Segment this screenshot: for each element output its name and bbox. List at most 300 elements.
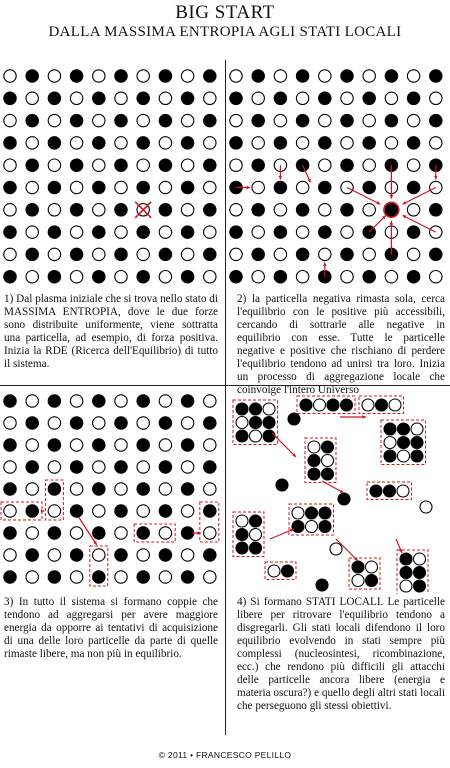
negative-particle bbox=[400, 553, 412, 565]
negative-particle bbox=[181, 483, 193, 495]
positive-particle bbox=[430, 92, 442, 104]
negative-particle bbox=[341, 399, 353, 411]
positive-particle bbox=[330, 543, 342, 555]
positive-particle bbox=[4, 549, 16, 561]
negative-particle bbox=[204, 159, 216, 171]
positive-particle bbox=[181, 417, 193, 429]
negative-particle bbox=[308, 455, 320, 467]
negative-particle bbox=[4, 271, 16, 283]
negative-particle bbox=[411, 437, 423, 449]
positive-particle bbox=[430, 271, 442, 283]
negative-particle bbox=[398, 423, 410, 435]
positive-particle bbox=[93, 549, 105, 561]
negative-particle bbox=[430, 248, 442, 260]
negative-particle bbox=[137, 439, 149, 451]
negative-particle bbox=[48, 271, 60, 283]
negative-particle bbox=[4, 137, 16, 149]
positive-particle bbox=[159, 271, 171, 283]
positive-particle bbox=[115, 137, 127, 149]
positive-particle bbox=[93, 114, 105, 126]
negative-particle bbox=[385, 114, 397, 126]
positive-particle bbox=[385, 137, 397, 149]
positive-particle bbox=[137, 159, 149, 171]
positive-particle bbox=[4, 204, 16, 216]
positive-particle bbox=[26, 271, 38, 283]
negative-particle bbox=[236, 403, 248, 415]
positive-particle bbox=[341, 137, 353, 149]
panel-4-caption: 4) Si formano STATI LOCALI. Le particelle libere per ritrovare l'equilibrio tendono a disgregarli. Gli stati locali difendono il loro equilibrio evolvendo in stati sempre più complessi (nucleosintesi, ricombinazione, ecc.) che rendono più difficili gli attacchi delle particelle ancora libere (energia e materia oscura?) e quello degli altri stati locali che perseguono gli stessi obiettivi. bbox=[237, 596, 445, 712]
negative-particle bbox=[398, 437, 410, 449]
negative-particle bbox=[230, 92, 242, 104]
negative-particle bbox=[282, 565, 294, 577]
positive-particle bbox=[204, 527, 216, 539]
negative-particle bbox=[363, 271, 375, 283]
positive-particle bbox=[70, 483, 82, 495]
negative-particle bbox=[250, 515, 262, 527]
positive-particle bbox=[319, 159, 331, 171]
negative-particle bbox=[181, 271, 193, 283]
positive-particle bbox=[230, 114, 242, 126]
negative-particle bbox=[4, 527, 16, 539]
negative-particle bbox=[204, 70, 216, 82]
negative-particle bbox=[115, 505, 127, 517]
positive-particle bbox=[252, 137, 264, 149]
positive-particle bbox=[204, 92, 216, 104]
positive-particle bbox=[306, 521, 318, 533]
positive-particle bbox=[137, 461, 149, 473]
positive-particle bbox=[137, 70, 149, 82]
negative-particle bbox=[319, 521, 331, 533]
negative-particle bbox=[70, 70, 82, 82]
positive-particle bbox=[385, 271, 397, 283]
negative-particle bbox=[319, 92, 331, 104]
negative-particle bbox=[70, 549, 82, 561]
positive-particle bbox=[407, 204, 419, 216]
negative-particle bbox=[319, 137, 331, 149]
negative-particle bbox=[48, 395, 60, 407]
negative-particle bbox=[159, 70, 171, 82]
positive-particle bbox=[398, 450, 410, 462]
positive-particle bbox=[159, 92, 171, 104]
positive-particle bbox=[4, 461, 16, 473]
positive-particle bbox=[159, 226, 171, 238]
positive-particle bbox=[70, 181, 82, 193]
positive-particle bbox=[70, 439, 82, 451]
negative-particle bbox=[316, 579, 328, 591]
negative-particle bbox=[115, 114, 127, 126]
panel-2-caption: 2) la particella negativa rimasta sola, cerca l'equilibrio con le positive più accessibili, cercando di sottrarle alle negative in equilibrio con esse. Tutte le particelle negative e positive che rischiano di perdere l'equilibrio tendono ad unirsi tra loro. Inizia un processo di aggregazione locale che coinvolge l'intero Universo bbox=[237, 293, 445, 396]
arrow-head bbox=[362, 415, 366, 418]
negative-particle bbox=[137, 181, 149, 193]
negative-particle bbox=[274, 226, 286, 238]
positive-particle bbox=[252, 181, 264, 193]
positive-particle bbox=[314, 399, 326, 411]
positive-particle bbox=[48, 204, 60, 216]
positive-particle bbox=[115, 483, 127, 495]
negative-particle bbox=[159, 248, 171, 260]
negative-particle bbox=[26, 248, 38, 260]
negative-particle bbox=[70, 248, 82, 260]
positive-particle bbox=[70, 571, 82, 583]
positive-particle bbox=[48, 159, 60, 171]
negative-particle bbox=[274, 181, 286, 193]
arrow-head bbox=[41, 509, 45, 512]
positive-particle bbox=[204, 395, 216, 407]
negative-particle bbox=[93, 395, 105, 407]
negative-particle bbox=[181, 395, 193, 407]
positive-particle bbox=[407, 248, 419, 260]
particle-grid-3 bbox=[0, 389, 225, 594]
negative-particle bbox=[319, 181, 331, 193]
negative-particle bbox=[181, 226, 193, 238]
negative-particle bbox=[115, 159, 127, 171]
negative-particle bbox=[252, 248, 264, 260]
negative-particle bbox=[70, 114, 82, 126]
negative-particle bbox=[26, 461, 38, 473]
panel-3-grid bbox=[0, 389, 225, 594]
positive-particle bbox=[292, 507, 304, 519]
positive-particle bbox=[274, 204, 286, 216]
negative-particle bbox=[363, 137, 375, 149]
positive-particle bbox=[26, 439, 38, 451]
negative-particle bbox=[236, 529, 248, 541]
positive-particle bbox=[115, 181, 127, 193]
positive-particle bbox=[26, 571, 38, 583]
negative-particle bbox=[407, 137, 419, 149]
negative-particle bbox=[48, 439, 60, 451]
negative-particle bbox=[26, 505, 38, 517]
positive-particle bbox=[407, 70, 419, 82]
negative-particle bbox=[93, 527, 105, 539]
negative-particle bbox=[407, 92, 419, 104]
negative-particle bbox=[322, 441, 334, 453]
negative-particle bbox=[93, 439, 105, 451]
positive-particle bbox=[204, 439, 216, 451]
positive-particle bbox=[389, 399, 401, 411]
positive-particle bbox=[252, 226, 264, 238]
negative-particle bbox=[204, 505, 216, 517]
positive-particle bbox=[400, 580, 412, 592]
negative-particle bbox=[370, 485, 382, 497]
positive-particle bbox=[26, 226, 38, 238]
positive-particle bbox=[115, 395, 127, 407]
negative-particle bbox=[93, 226, 105, 238]
positive-particle bbox=[70, 92, 82, 104]
negative-particle bbox=[414, 580, 426, 592]
positive-particle bbox=[319, 114, 331, 126]
negative-particle bbox=[327, 399, 339, 411]
arrow-head bbox=[279, 176, 282, 180]
negative-particle bbox=[4, 395, 16, 407]
positive-particle bbox=[252, 271, 264, 283]
negative-particle bbox=[252, 204, 264, 216]
negative-particle bbox=[236, 430, 248, 442]
positive-particle bbox=[137, 248, 149, 260]
negative-particle bbox=[407, 271, 419, 283]
positive-particle bbox=[397, 485, 409, 497]
negative-particle bbox=[308, 468, 320, 480]
negative-particle bbox=[296, 70, 308, 82]
positive-particle bbox=[115, 271, 127, 283]
particle-grid-1 bbox=[0, 62, 225, 287]
positive-particle bbox=[48, 549, 60, 561]
negative-particle bbox=[48, 483, 60, 495]
negative-particle bbox=[181, 439, 193, 451]
negative-particle bbox=[137, 571, 149, 583]
positive-particle bbox=[93, 461, 105, 473]
negative-particle bbox=[48, 181, 60, 193]
positive-particle bbox=[115, 92, 127, 104]
positive-particle bbox=[26, 527, 38, 539]
negative-particle bbox=[159, 159, 171, 171]
positive-particle bbox=[115, 439, 127, 451]
positive-particle bbox=[70, 527, 82, 539]
negative-particle bbox=[319, 226, 331, 238]
negative-particle bbox=[341, 114, 353, 126]
negative-particle bbox=[338, 493, 350, 505]
positive-particle bbox=[236, 417, 248, 429]
positive-particle bbox=[420, 501, 432, 513]
positive-particle bbox=[430, 137, 442, 149]
negative-particle bbox=[384, 485, 396, 497]
positive-particle bbox=[137, 505, 149, 517]
negative-particle bbox=[252, 114, 264, 126]
negative-particle bbox=[296, 248, 308, 260]
positive-particle bbox=[296, 92, 308, 104]
negative-particle bbox=[115, 204, 127, 216]
panel-3-caption: 3) In tutto il sistema si formano coppie che tendono ad aggregarsi per avere maggiore energia da opporre ai tentativi di acquisizione di una delle loro particelle da parte di quelle rimaste libere, ma non più in equilibrio. bbox=[4, 596, 218, 660]
negative-particle bbox=[252, 159, 264, 171]
positive-particle bbox=[4, 114, 16, 126]
positive-particle bbox=[250, 529, 262, 541]
positive-particle bbox=[4, 417, 16, 429]
negative-particle bbox=[296, 159, 308, 171]
positive-particle bbox=[4, 159, 16, 171]
positive-particle bbox=[181, 70, 193, 82]
page-subtitle: DALLA MASSIMA ENTROPIA AGLI STATI LOCALI bbox=[48, 24, 402, 40]
negative-particle bbox=[341, 248, 353, 260]
positive-particle bbox=[181, 114, 193, 126]
positive-particle bbox=[70, 137, 82, 149]
positive-particle bbox=[48, 417, 60, 429]
positive-particle bbox=[230, 70, 242, 82]
negative-particle bbox=[4, 92, 16, 104]
positive-particle bbox=[159, 483, 171, 495]
negative-particle bbox=[181, 571, 193, 583]
positive-particle bbox=[319, 204, 331, 216]
negative-particle bbox=[230, 271, 242, 283]
negative-particle bbox=[181, 137, 193, 149]
negative-particle bbox=[93, 483, 105, 495]
positive-particle bbox=[159, 439, 171, 451]
negative-particle bbox=[400, 567, 412, 579]
positive-particle bbox=[363, 114, 375, 126]
positive-particle bbox=[322, 455, 334, 467]
positive-particle bbox=[26, 92, 38, 104]
negative-particle bbox=[292, 521, 304, 533]
arrow-head bbox=[390, 195, 393, 199]
positive-particle bbox=[204, 137, 216, 149]
negative-particle bbox=[322, 468, 334, 480]
negative-particle bbox=[384, 450, 396, 462]
negative-particle bbox=[48, 137, 60, 149]
positive-particle bbox=[362, 399, 374, 411]
negative-particle bbox=[296, 114, 308, 126]
positive-particle bbox=[230, 204, 242, 216]
positive-particle bbox=[70, 271, 82, 283]
positive-particle bbox=[181, 248, 193, 260]
negative-particle bbox=[115, 461, 127, 473]
negative-particle bbox=[137, 137, 149, 149]
arrow-head bbox=[434, 176, 437, 180]
positive-particle bbox=[159, 137, 171, 149]
negative-particle bbox=[181, 92, 193, 104]
panel-4-grid bbox=[226, 389, 450, 594]
negative-particle bbox=[4, 226, 16, 238]
negative-particle bbox=[204, 549, 216, 561]
negative-particle bbox=[288, 413, 300, 425]
positive-particle bbox=[93, 505, 105, 517]
negative-particle bbox=[93, 137, 105, 149]
negative-particle bbox=[250, 542, 262, 554]
positive-particle bbox=[4, 70, 16, 82]
positive-particle bbox=[181, 159, 193, 171]
negative-particle bbox=[4, 571, 16, 583]
panel-1-caption: 1) Dal plasma iniziale che si trova nello stato di MASSIMA ENTROPIA, dove le due forze sono distribuite uniformente, viene sottratta una particella, ad esempio, di forza positiva. Inizia la RDE (Ricerca dell'Equilibrio) di tutto il sistema. bbox=[4, 293, 218, 370]
positive-particle bbox=[308, 441, 320, 453]
negative-particle bbox=[252, 70, 264, 82]
positive-particle bbox=[70, 226, 82, 238]
negative-particle bbox=[263, 430, 275, 442]
positive-particle bbox=[93, 159, 105, 171]
negative-particle bbox=[48, 226, 60, 238]
negative-particle bbox=[263, 417, 275, 429]
positive-particle bbox=[296, 226, 308, 238]
positive-particle bbox=[137, 549, 149, 561]
negative-particle bbox=[385, 204, 397, 216]
positive-particle bbox=[366, 561, 378, 573]
negative-particle bbox=[366, 575, 378, 587]
positive-particle bbox=[159, 527, 171, 539]
negative-particle bbox=[159, 417, 171, 429]
positive-particle bbox=[363, 70, 375, 82]
negative-particle bbox=[274, 137, 286, 149]
positive-particle bbox=[363, 248, 375, 260]
negative-particle bbox=[204, 248, 216, 260]
negative-particle bbox=[159, 461, 171, 473]
positive-particle bbox=[352, 575, 364, 587]
negative-particle bbox=[306, 507, 318, 519]
positive-particle bbox=[26, 181, 38, 193]
negative-particle bbox=[430, 204, 442, 216]
negative-particle bbox=[70, 505, 82, 517]
panel-1-grid bbox=[0, 62, 225, 287]
copyright-footer: © 2011 • FRANCESCO PELILLO bbox=[158, 750, 292, 760]
negative-particle bbox=[48, 92, 60, 104]
negative-particle bbox=[236, 542, 248, 554]
positive-particle bbox=[26, 483, 38, 495]
positive-particle bbox=[296, 271, 308, 283]
positive-particle bbox=[48, 70, 60, 82]
negative-particle bbox=[4, 439, 16, 451]
negative-particle bbox=[341, 204, 353, 216]
negative-particle bbox=[159, 549, 171, 561]
negative-particle bbox=[250, 403, 262, 415]
negative-particle bbox=[159, 505, 171, 517]
positive-particle bbox=[230, 159, 242, 171]
negative-particle bbox=[274, 92, 286, 104]
negative-particle bbox=[407, 226, 419, 238]
positive-particle bbox=[4, 505, 16, 517]
positive-particle bbox=[274, 248, 286, 260]
positive-particle bbox=[268, 565, 280, 577]
positive-particle bbox=[115, 226, 127, 238]
positive-particle bbox=[363, 159, 375, 171]
particle-grid-2 bbox=[226, 62, 450, 287]
positive-particle bbox=[181, 461, 193, 473]
negative-particle bbox=[48, 571, 60, 583]
negative-particle bbox=[352, 561, 364, 573]
positive-particle bbox=[363, 204, 375, 216]
negative-particle bbox=[26, 159, 38, 171]
positive-particle bbox=[384, 437, 396, 449]
negative-particle bbox=[48, 527, 60, 539]
negative-particle bbox=[319, 507, 331, 519]
negative-particle bbox=[430, 70, 442, 82]
positive-particle bbox=[407, 114, 419, 126]
negative-particle bbox=[137, 226, 149, 238]
positive-particle bbox=[414, 553, 426, 565]
positive-particle bbox=[341, 226, 353, 238]
negative-particle bbox=[250, 417, 262, 429]
negative-particle bbox=[300, 399, 312, 411]
positive-particle bbox=[26, 395, 38, 407]
negative-particle bbox=[115, 248, 127, 260]
positive-particle bbox=[407, 159, 419, 171]
positive-particle bbox=[204, 181, 216, 193]
positive-particle bbox=[274, 70, 286, 82]
positive-particle bbox=[48, 248, 60, 260]
positive-particle bbox=[411, 423, 423, 435]
positive-particle bbox=[115, 571, 127, 583]
positive-particle bbox=[204, 483, 216, 495]
positive-particle bbox=[159, 181, 171, 193]
negative-particle bbox=[70, 417, 82, 429]
negative-particle bbox=[115, 417, 127, 429]
negative-particle bbox=[137, 483, 149, 495]
positive-particle bbox=[4, 248, 16, 260]
positive-particle bbox=[26, 137, 38, 149]
negative-particle bbox=[341, 159, 353, 171]
positive-particle bbox=[385, 92, 397, 104]
negative-particle bbox=[93, 181, 105, 193]
positive-particle bbox=[181, 505, 193, 517]
positive-particle bbox=[296, 137, 308, 149]
positive-particle bbox=[204, 571, 216, 583]
positive-particle bbox=[159, 395, 171, 407]
negative-particle bbox=[204, 461, 216, 473]
positive-particle bbox=[341, 271, 353, 283]
negative-particle bbox=[407, 181, 419, 193]
positive-particle bbox=[181, 549, 193, 561]
negative-particle bbox=[93, 571, 105, 583]
positive-particle bbox=[159, 571, 171, 583]
attraction-arrow bbox=[270, 529, 294, 539]
arrow-head bbox=[247, 186, 251, 189]
negative-particle bbox=[204, 114, 216, 126]
positive-particle bbox=[204, 226, 216, 238]
attraction-arrow bbox=[322, 481, 344, 493]
